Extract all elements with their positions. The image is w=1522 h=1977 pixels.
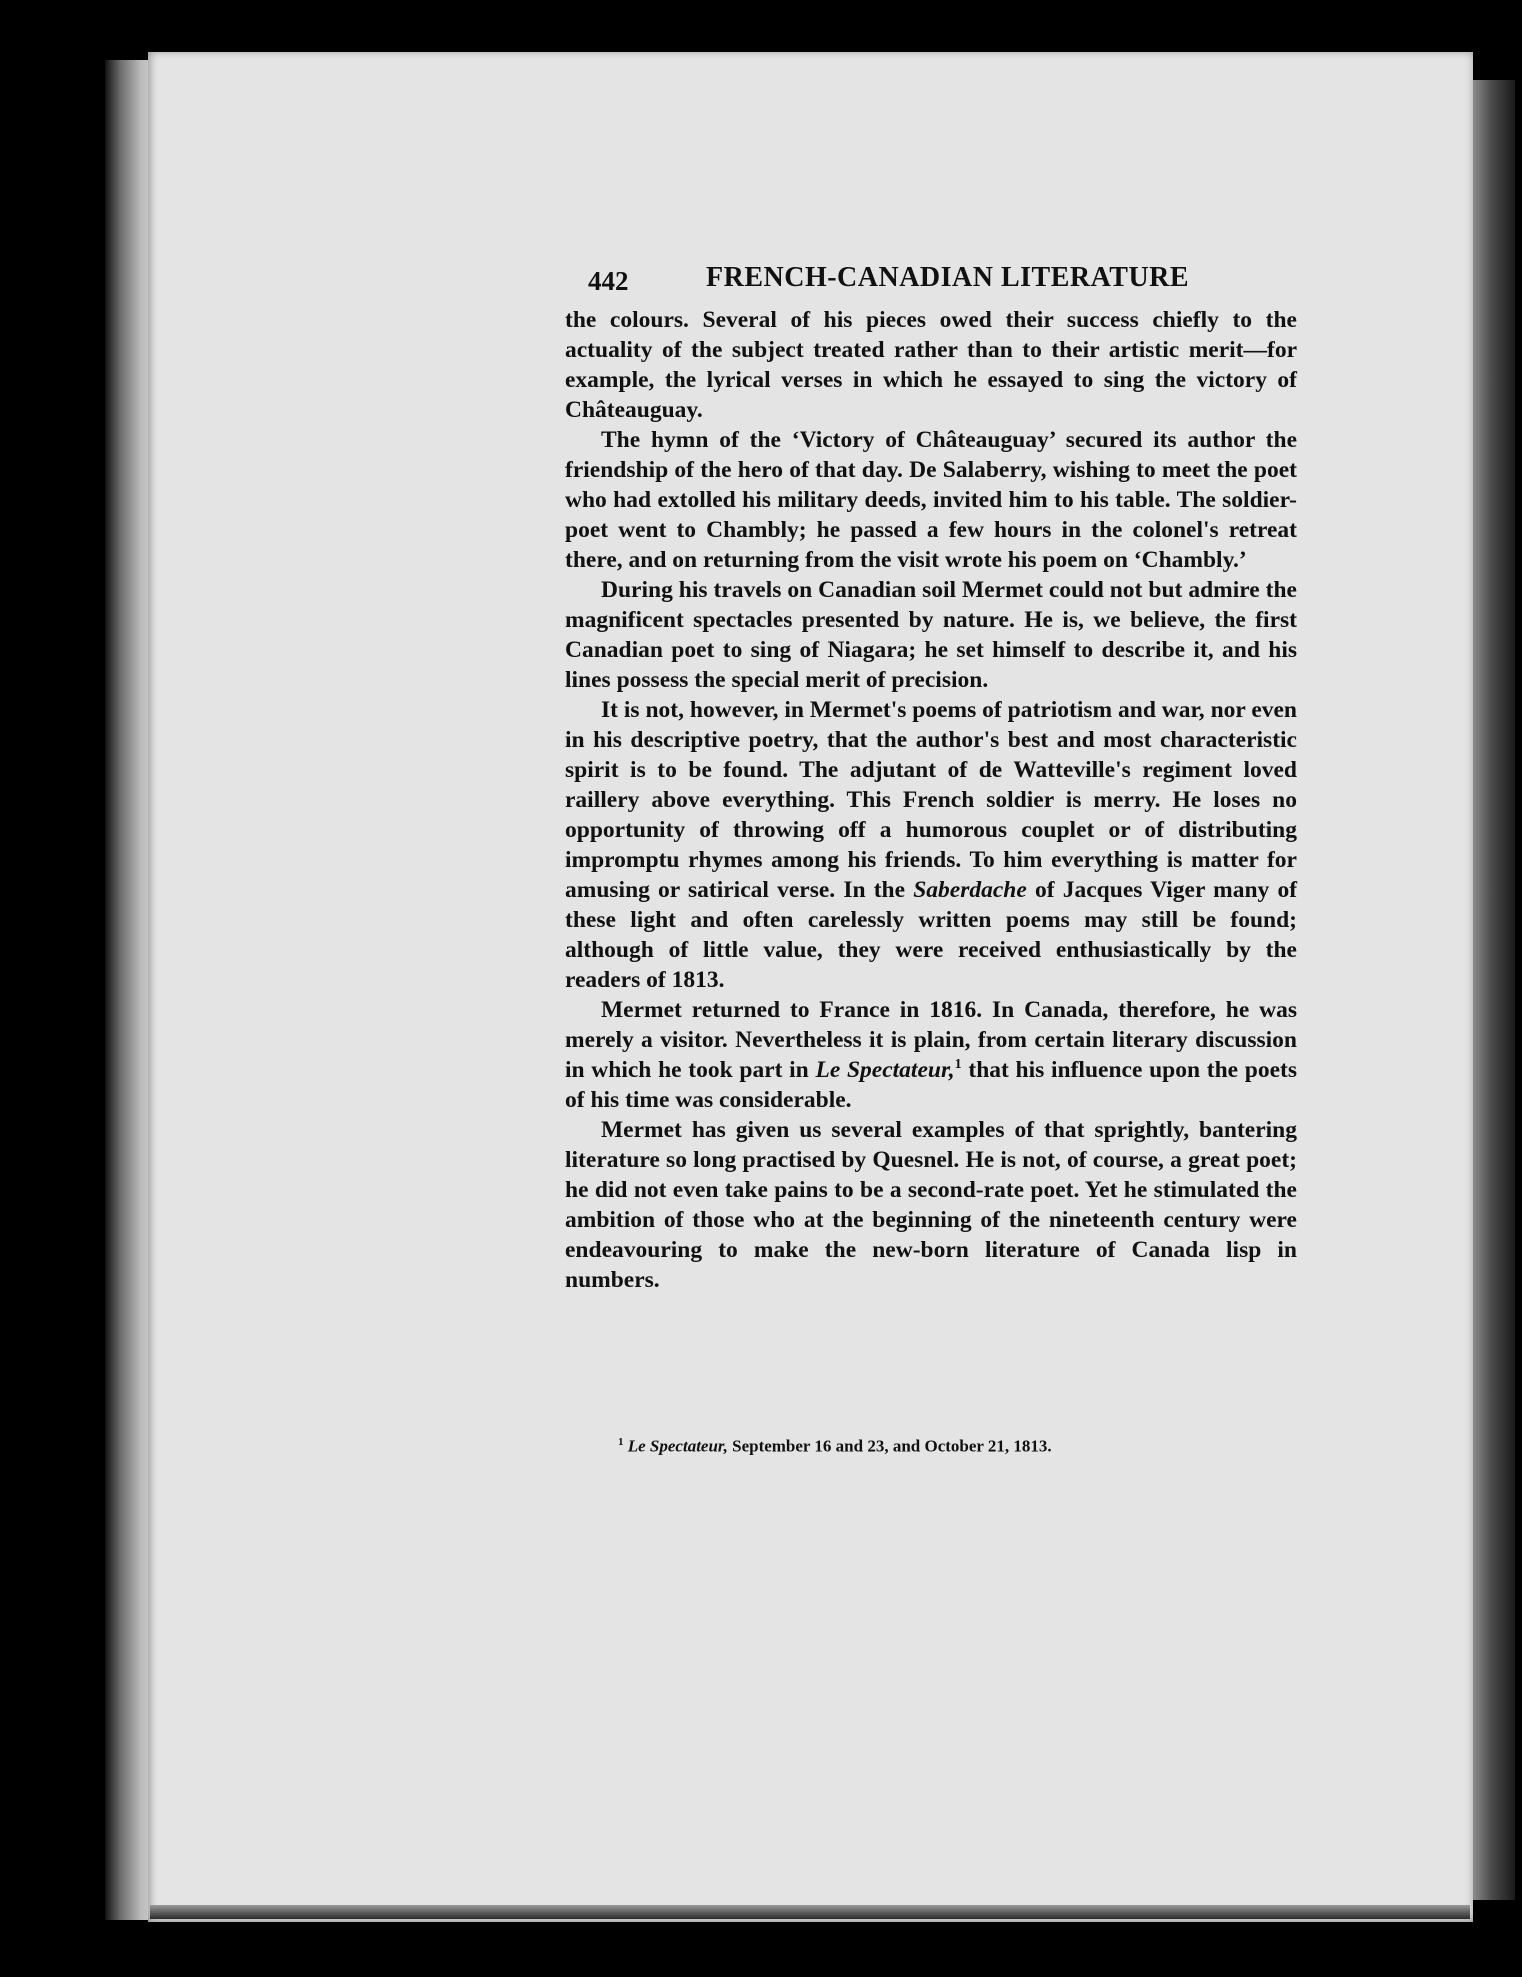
page-number: 442 <box>588 266 629 296</box>
paragraph: the colours. Several of his pieces owed their success chiefly to the actuality of the subject treated rather than to their artistic merit—for example, the lyrical verses in which he essayed to sing the victory of Châteauguay. <box>565 307 1297 423</box>
footnote-reference: 1 <box>954 1057 962 1073</box>
running-title: FRENCH-CANADIAN LITERATURE <box>706 262 1190 293</box>
text-run: that his influence upon the poets of his time was considerable. <box>565 1057 1297 1113</box>
paragraph: During his travels on Canadian soil Mermet could not but admire the magnificent spectacles presented by nature. He is, we believe, the first Canadian poet to sing of Niagara; he set himself to describe it, and his lines possess the special merit of precision. <box>565 577 1297 693</box>
footnote <box>618 1436 1308 1457</box>
paragraph: The hymn of the ‘Victory of Châteauguay’ secured its author the friendship of the hero of that day. De Salaberry, wishing to meet the poet who had extolled his military deeds, invited him to his table. The soldier-poet went to Chambly; he passed a few hours in the colonel's retreat there, and on returning from the visit wrote his poem on ‘Chambly.’ <box>565 427 1297 573</box>
text-run: Mermet returned to France in 1816. In Canada, therefore, he was merely a visitor. Nevertheless it is plain, from certain literary discussion in which he took part in <box>565 997 1297 1083</box>
paragraph <box>565 995 1297 1115</box>
page-header <box>588 262 1300 302</box>
footnote-italic: Le Spectateur, <box>627 1436 728 1456</box>
book-right-edge <box>1473 80 1515 1900</box>
page-bottom-shadow <box>150 1905 1470 1919</box>
footnote-marker: 1 <box>618 1436 624 1448</box>
text-run: of Jacques Viger many of these light and often carelessly written poems may still be found; although of little value, they were received enthusiastically by the readers of 1813. <box>565 877 1298 993</box>
paragraph: Mermet has given us several examples of that sprightly, bantering literature so long practised by Quesnel. He is not, of course, a great poet; he did not even take pains to be a second-rate poet. Yet he stimulated the ambition of those who at the beginning of the nineteenth century were endeavouring to make the new-born literature of Canada lisp in numbers. <box>565 1117 1297 1293</box>
body-text <box>565 305 1297 1295</box>
text-run: It is not, however, in Mermet's poems of patriotism and war, nor even in his descriptive poetry, that the author's best and most characteristic spirit is to be found. The adjutant of de Watteville's regiment loved raillery above everything. This French soldier is merry. He loses no opportunity of throwing off a humorous couplet or of distributing impromptu rhymes among his friends. To him everything is matter for amusing or satirical verse. In the <box>565 697 1297 903</box>
italic-title: Saberdache <box>913 877 1027 903</box>
footnote-text: September 16 and 23, and October 21, 1813. <box>732 1436 1052 1456</box>
italic-title: Le Spectateur, <box>815 1057 955 1083</box>
paragraph <box>565 695 1297 995</box>
